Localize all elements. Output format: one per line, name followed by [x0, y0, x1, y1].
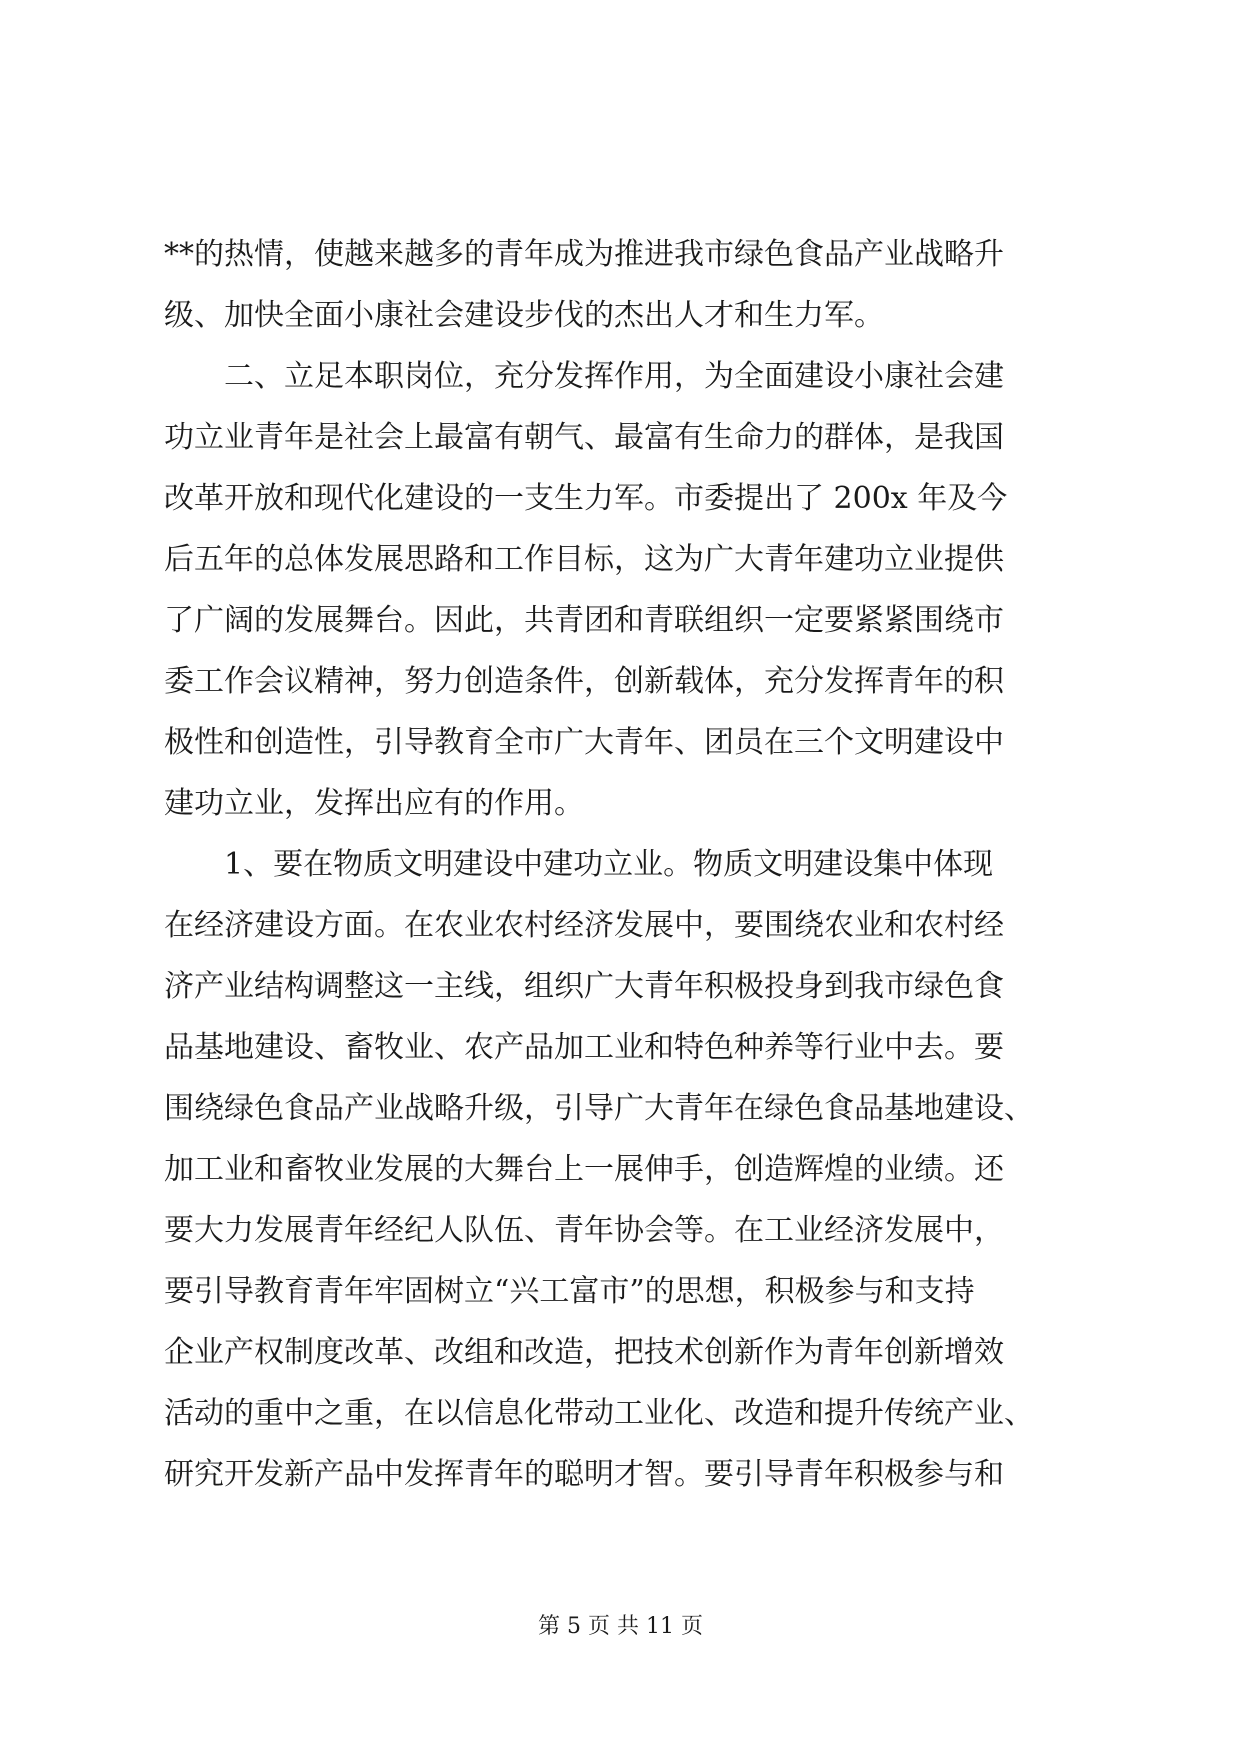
text-line-18: 要引导教育青年牢固树立“兴工富市”的思想，积极参与和支持 [164, 1274, 975, 1309]
text-line-19: 企业产权制度改革、改组和改造，把技术创新作为青年创新增效 [164, 1335, 1004, 1370]
text-line-2: 级、加快全面小康社会建设步伐的杰出人才和生力军。 [164, 298, 884, 333]
text-line-6: 后五年的总体发展思路和工作目标，这为广大青年建功立业提供 [164, 542, 1004, 577]
text-line-21: 研究开发新产品中发挥青年的聪明才智。要引导青年积极参与和 [164, 1457, 1004, 1492]
text-line-7: 了广阔的发展舞台。因此，共青团和青联组织一定要紧紧围绕市 [164, 603, 1004, 638]
text-line-9: 极性和创造性，引导教育全市广大青年、团员在三个文明建设中 [164, 725, 1004, 760]
text-line-1: **的热情，使越来越多的青年成为推进我市绿色食品产业战略升 [164, 237, 1004, 272]
text-line-17: 要大力发展青年经纪人队伍、青年协会等。在工业经济发展中， [164, 1213, 1004, 1248]
text-line-20: 活动的重中之重，在以信息化带动工业化、改造和提升传统产业、 [164, 1396, 1034, 1431]
page-number-footer: 第 5 页 共 11 页 [538, 1614, 703, 1639]
text-line-5: 改革开放和现代化建设的一支生力军。市委提出了 200x 年及今 [164, 481, 1008, 516]
text-line-3: 二、立足本职岗位，充分发挥作用，为全面建设小康社会建 [164, 359, 1004, 394]
text-line-10: 建功立业，发挥出应有的作用。 [164, 786, 584, 821]
text-line-14: 品基地建设、畜牧业、农产品加工业和特色种养等行业中去。要 [164, 1030, 1004, 1065]
text-line-8: 委工作会议精神，努力创造条件，创新载体，充分发挥青年的积 [164, 664, 1004, 699]
text-line-15: 围绕绿色食品产业战略升级，引导广大青年在绿色食品基地建设、 [164, 1091, 1034, 1126]
text-line-11: 1、要在物质文明建设中建功立业。物质文明建设集中体现 [164, 847, 994, 882]
text-line-12: 在经济建设方面。在农业农村经济发展中，要围绕农业和农村经 [164, 908, 1004, 943]
text-line-13: 济产业结构调整这一主线，组织广大青年积极投身到我市绿色食 [164, 969, 1004, 1004]
text-line-16: 加工业和畜牧业发展的大舞台上一展伸手，创造辉煌的业绩。还 [164, 1152, 1004, 1187]
body-text [164, 224, 1079, 1505]
text-line-4: 功立业青年是社会上最富有朝气、最富有生命力的群体，是我国 [164, 420, 1004, 455]
